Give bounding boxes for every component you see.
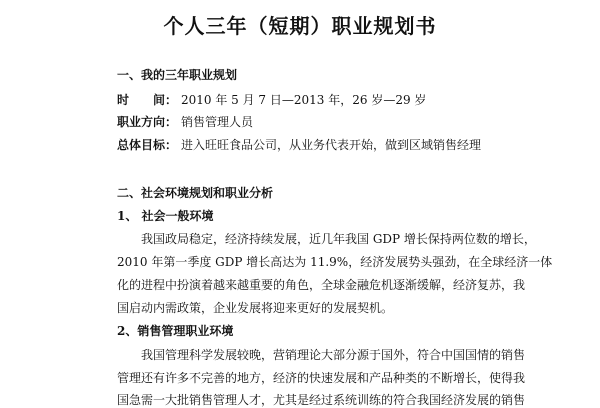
paragraph-line: 2010 年第一季度 GDP 增长高达为 11.9%，经济发展势头强劲，在全球经济一体	[117, 255, 553, 269]
paragraph-line: 化的进程中扮演着越来越重要的角色，全球金融危机逐渐缓解，经济复苏，我	[117, 278, 526, 292]
time-label: 时 间：	[117, 93, 178, 107]
paragraph-line: 我国政局稳定，经济持续发展，近几年我国 GDP 增长保持两位数的增长，	[141, 232, 536, 246]
document-title: 个人三年（短期）职业规划书	[163, 14, 437, 38]
paragraph-line: 国急需一大批销售管理人才，尤其是经过系统训练的符合我国经济发展的销售	[117, 393, 526, 407]
overall-goal-value: 进入旺旺食品公司，从业务代表开始，做到区域销售经理	[181, 138, 482, 152]
time-value: 2010 年 5 月 7 日—2013 年，26 岁—29 岁	[181, 93, 427, 107]
subsection-1-heading: 1、 社会一般环境	[117, 209, 214, 223]
subsection-2-heading: 2、销售管理职业环境	[117, 324, 234, 338]
paragraph-line: 管理还有许多不完善的地方，经济的快速发展和产品种类的不断增长，使得我	[117, 371, 526, 385]
overall-goal-label: 总体目标：	[117, 138, 178, 152]
career-direction-label: 职业方向：	[117, 115, 178, 129]
section-2-heading: 二、社会环境规划和职业分析	[117, 186, 274, 200]
paragraph-line: 国启动内需政策，企业发展将迎来更好的发展契机。	[117, 301, 394, 315]
section-1-heading: 一、我的三年职业规划	[117, 68, 238, 82]
paragraph-line: 我国管理科学发展较晚，营销理论大部分源于国外，符合中国国情的销售	[141, 348, 526, 362]
career-direction-value: 销售管理人员	[181, 115, 254, 129]
